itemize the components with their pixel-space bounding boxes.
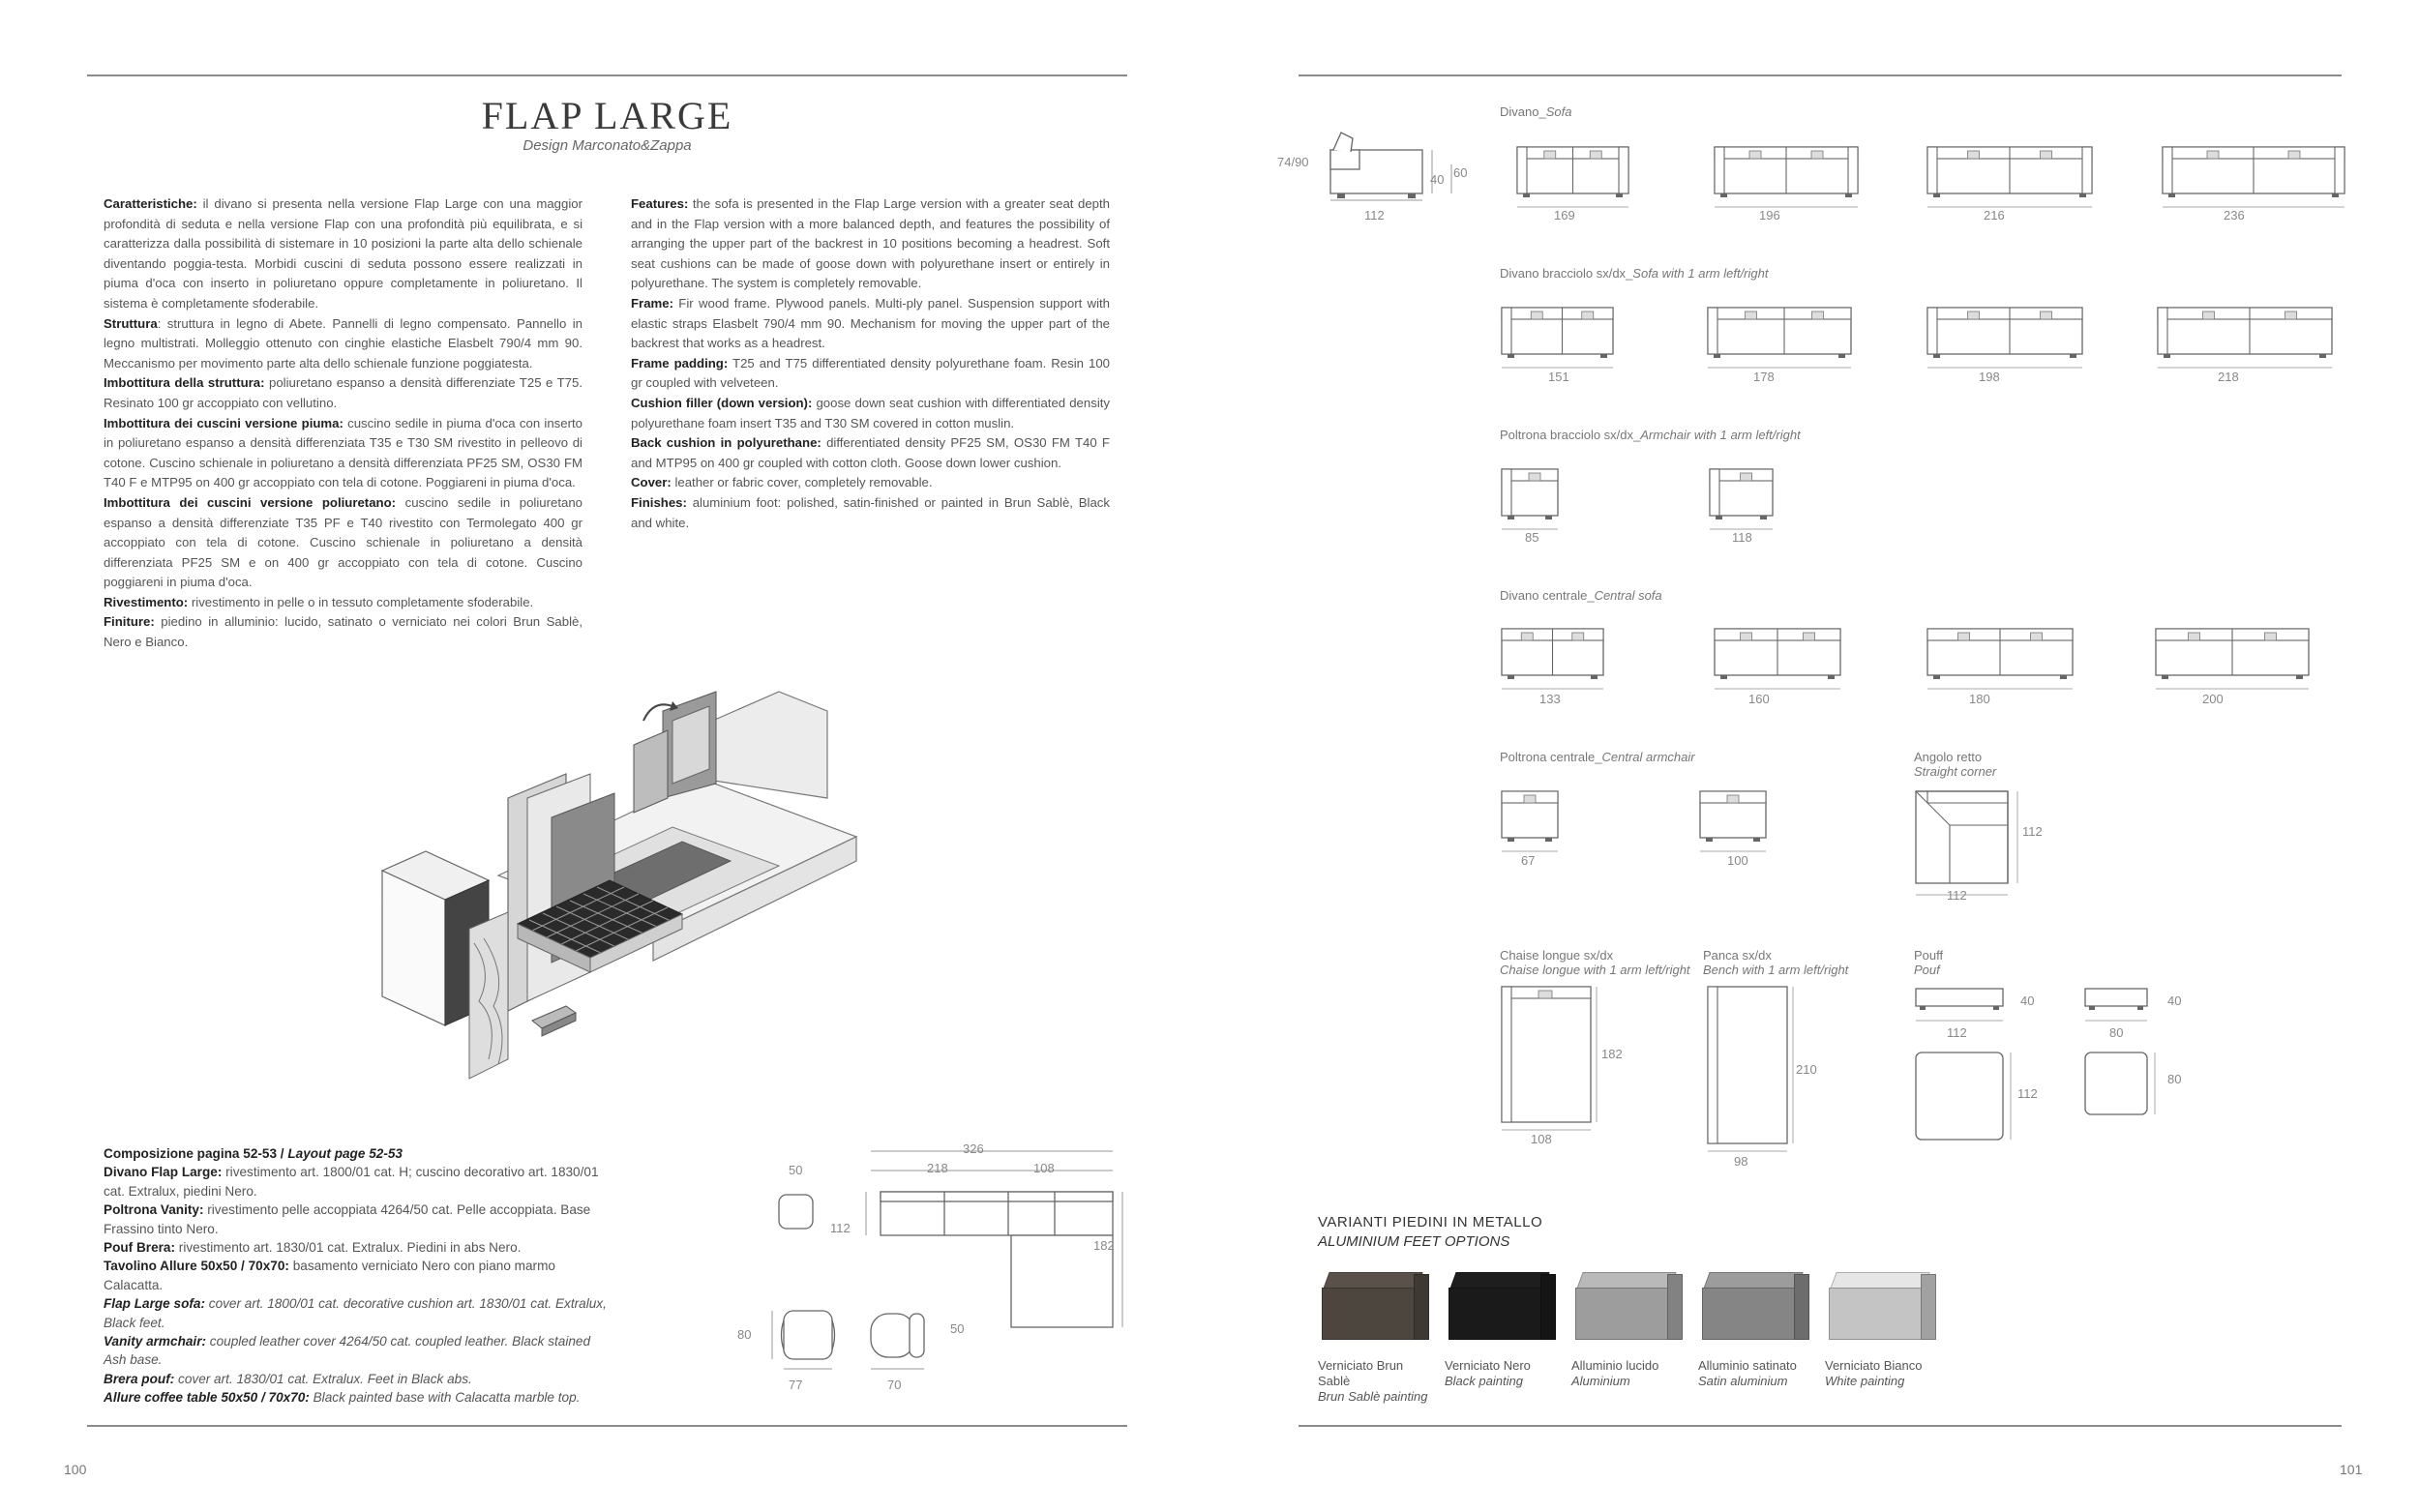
paragraph-heading: Divano Flap Large: bbox=[104, 1165, 223, 1180]
chaise-arm bbox=[1502, 987, 1511, 1122]
paragraph-text: T25 and T75 differentiated density polyurethane foam. Resin 100 gr coupled with velveteen. bbox=[631, 355, 1110, 391]
category-label-sofa: Divano_Sofa bbox=[1500, 104, 1572, 119]
foot-option-label: Alluminio lucido bbox=[1571, 1358, 1659, 1373]
foot-swatch bbox=[1571, 1262, 1687, 1345]
composition-heading: Composizione pagina 52-53 / Layout page 52-53 bbox=[104, 1146, 403, 1161]
bench-label: Panca sx/dx Bench with 1 arm left/right bbox=[1703, 948, 1849, 977]
paragraph-heading: Pouf Brera: bbox=[104, 1240, 176, 1256]
foot-option-label-en: Aluminium bbox=[1571, 1374, 1630, 1388]
page-number-left: 100 bbox=[64, 1462, 87, 1477]
width-label: 178 bbox=[1753, 370, 1775, 384]
paragraph-text: the sofa is presented in the Flap Large version with a greater seat depth and in the Flap version with a more balanced depth, and features the possibility of arranging the upper part of the backrest in 10 positions becoming a headrest. Soft seat cushions can be made of goose down with polyurethane insert or entirely in polyurethane. The system is completely removable. bbox=[631, 196, 1110, 291]
side-dim-arm: 60 bbox=[1453, 165, 1468, 180]
central-sofa-plan bbox=[1502, 629, 1603, 689]
width-label: 118 bbox=[1732, 530, 1752, 545]
bench-plan bbox=[1708, 987, 1787, 1143]
layout-dim-armchair-depth: 80 bbox=[737, 1327, 752, 1342]
category-label-central-sofa: Divano centrale_Central sofa bbox=[1500, 588, 1662, 603]
width-label: 67 bbox=[1521, 853, 1536, 868]
corner-dim-width: 112 bbox=[1947, 888, 1967, 903]
paragraph-heading: Vanity armchair: bbox=[104, 1334, 207, 1349]
feet-options-subtitle: ALUMINIUM FEET OPTIONS bbox=[1318, 1233, 1510, 1250]
foot-option bbox=[1571, 1262, 1692, 1389]
paragraph-heading: Frame padding: bbox=[631, 355, 729, 371]
pouf-foot bbox=[2137, 1006, 2143, 1010]
width-label: 200 bbox=[2202, 692, 2224, 706]
foot-option bbox=[1318, 1262, 1439, 1405]
layout-dim-b: 108 bbox=[1033, 1161, 1055, 1175]
paragraph-heading: Frame: bbox=[631, 295, 673, 311]
bench-arm bbox=[1708, 987, 1717, 1143]
foot-option-label: Verniciato Brun Sablè bbox=[1318, 1358, 1404, 1388]
paragraph-text: coupled leather cover 4264/50 cat. coupled leather. Black stained Ash base. bbox=[104, 1334, 591, 1368]
central-sofa-plan bbox=[2156, 629, 2309, 689]
central-sofa-plan bbox=[1927, 629, 2073, 689]
foot-option-label: Alluminio satinato bbox=[1698, 1358, 1797, 1373]
sofa-two-arms-plan bbox=[1927, 147, 2092, 207]
chaise-label: Chaise longue sx/dx Chaise longue with 1 arm left/right bbox=[1500, 948, 1690, 977]
foot-swatch bbox=[1698, 1262, 1814, 1345]
width-label: 218 bbox=[2218, 370, 2239, 384]
category-label-sofa-one-arm: Divano bracciolo sx/dx_Sofa with 1 arm left/right bbox=[1500, 266, 1769, 281]
paragraph-heading: Allure coffee table 50x50 / 70x70: bbox=[104, 1390, 310, 1406]
foot-option bbox=[1445, 1262, 1566, 1389]
pouf-small-top bbox=[2085, 1052, 2147, 1114]
paragraph-heading: Finiture: bbox=[104, 614, 155, 630]
layout-dim-total: 326 bbox=[963, 1141, 984, 1156]
feet-options-title: VARIANTI PIEDINI IN METALLO bbox=[1318, 1214, 1543, 1230]
width-label: 169 bbox=[1554, 208, 1575, 222]
foot-option-label: Verniciato Bianco bbox=[1825, 1358, 1923, 1373]
paragraph-text: piedino in alluminio: lucido, satinato o verniciato nei colori Brun Sablè, Nero e Bianco. bbox=[104, 614, 582, 650]
width-label: 160 bbox=[1748, 692, 1770, 706]
sofa-one-arm-plan bbox=[1927, 308, 2082, 368]
paragraph-heading: Cover: bbox=[631, 475, 672, 490]
central-armchair-plan bbox=[1502, 791, 1558, 851]
pouf-small-depth: 80 bbox=[2167, 1072, 2182, 1086]
foot-swatch bbox=[1825, 1262, 1941, 1345]
sofa-two-arms-plan bbox=[1715, 147, 1858, 207]
foot-swatch bbox=[1318, 1262, 1434, 1345]
paragraph-heading: Caratteristiche: bbox=[104, 196, 197, 211]
layout-dim-chaise: 182 bbox=[1093, 1238, 1115, 1253]
pouf-foot bbox=[1993, 1006, 1999, 1010]
corner-dim-depth: 112 bbox=[2022, 824, 2043, 839]
paragraph-text: poliuretano espanso a densità differenziate T25 e T75. Resinato 100 gr accoppiato con vellutino. bbox=[104, 375, 582, 410]
layout-dim-pouf-depth: 50 bbox=[950, 1321, 965, 1336]
pouf-large-height: 40 bbox=[2020, 993, 2035, 1008]
paragraph-heading: Flap Large sofa: bbox=[104, 1296, 205, 1312]
foot-option-label-en: Satin aluminium bbox=[1698, 1374, 1788, 1388]
armchair-one-arm-plan bbox=[1502, 469, 1558, 529]
side-dim-depth: 112 bbox=[1364, 208, 1385, 222]
sofa-two-arms-plan bbox=[2163, 147, 2344, 207]
width-label: 133 bbox=[1539, 692, 1561, 706]
width-label: 100 bbox=[1727, 853, 1748, 868]
paragraph-heading: Imbottitura dei cuscini versione poliuretano: bbox=[104, 494, 397, 510]
paragraph-text: goose down seat cushion with differentiated density polyurethane foam insert T35 and T30 SM covered in cotton muslin. bbox=[631, 395, 1111, 430]
layout-dim-armchair-width: 77 bbox=[789, 1378, 803, 1392]
central-armchair-plan bbox=[1700, 791, 1766, 851]
pouf-small-height: 40 bbox=[2167, 993, 2182, 1008]
chaise-dim-width: 108 bbox=[1531, 1132, 1552, 1146]
width-label: 180 bbox=[1969, 692, 1990, 706]
page-number-right: 101 bbox=[2340, 1462, 2363, 1477]
paragraph-text: aluminium foot: polished, satin-finished or painted in Brun Sablè, Black and white. bbox=[631, 494, 1110, 530]
sofa-one-arm-plan bbox=[1708, 308, 1851, 368]
chaise-dim-depth: 182 bbox=[1601, 1047, 1623, 1061]
pouf-large-side bbox=[1916, 989, 2003, 1006]
side-dim-seat: 40 bbox=[1430, 172, 1445, 187]
foot-option bbox=[1698, 1262, 1819, 1389]
paragraph-heading: Tavolino Allure 50x50 / 70x70: bbox=[104, 1259, 289, 1274]
sofa-one-arm-plan bbox=[1502, 308, 1613, 368]
layout-dim-pouf-width: 70 bbox=[887, 1378, 902, 1392]
corner-label: Angolo retto Straight corner bbox=[1914, 750, 1997, 779]
bench-dim-depth: 210 bbox=[1796, 1062, 1817, 1077]
category-label-armchair-one-arm: Poltrona bracciolo sx/dx_Armchair with 1 arm left/right bbox=[1500, 428, 1801, 442]
pouf-large-depth: 112 bbox=[2017, 1086, 2038, 1101]
paragraph-heading: Finishes: bbox=[631, 494, 687, 510]
width-label: 236 bbox=[2224, 208, 2245, 222]
paragraph-text: Black painted base with Calacatta marble top. bbox=[309, 1390, 581, 1406]
layout-dim-a: 218 bbox=[927, 1161, 948, 1175]
pouf-large-width: 112 bbox=[1947, 1025, 1967, 1040]
paragraph-heading: Imbottitura dei cuscini versione piuma: bbox=[104, 415, 343, 430]
paragraph-heading: Struttura bbox=[104, 315, 158, 331]
paragraph-heading: Back cushion in polyurethane: bbox=[631, 435, 821, 451]
paragraph-heading: Features: bbox=[631, 196, 689, 211]
chaise-plan bbox=[1502, 987, 1591, 1122]
width-label: 198 bbox=[1979, 370, 2000, 384]
paragraph-text: rivestimento art. 1800/01 cat. H; cuscino decorativo art. 1830/01 cat. Extralux, piedini Nero. bbox=[104, 1165, 599, 1199]
side-dim-height: 74/90 bbox=[1277, 155, 1309, 169]
pouf-label: Pouff Pouf bbox=[1914, 948, 1944, 977]
paragraph-text: differentiated density PF25 SM, OS30 FM T40 F and MTP95 on 400 gr coupled with cotton cloth. Goose down lower cushion. bbox=[631, 435, 1110, 470]
foot-option-label-en: White painting bbox=[1825, 1374, 1905, 1388]
pouf-foot bbox=[2089, 1006, 2095, 1010]
paragraph-text: cuscino sedile in poliuretano espanso a densità differenziate T35 PF e T40 rivestito con Termolegato 400 gr accoppiato con tela di cotone. Cuscino schienale in poliuretano a densità differenziata PF25 SM e on 400 gr accoppiato con tela di cotone. Cuscino poggiareni in piuma d'oca. bbox=[104, 494, 582, 590]
paragraph-text: : struttura in legno di Abete. Pannelli di legno compensato. Pannello in legno multistrati. Molleggio ottenuto con cinghie elastiche Elasbelt 790/4 mm 90. Meccanismo per movimento parte alta dello schienale funzione poggiatesta. bbox=[104, 315, 582, 371]
paragraph-text: cover art. 1800/01 cat. decorative cushion art. 1830/01 cat. Extralux, Black feet. bbox=[104, 1296, 607, 1330]
paragraph-text: cuscino sedile in piuma d'oca con inserto in poliuretano espanso a densità differenziata T35 e T30 SM rivestito in pelleovo di cotone. Cuscino schienale in poliuretano a densità differenziata PF25 SM, OS30 FM T40 F e MTP95 on 400 gr accoppiato con tela di cotone. Poggiareni in piuma d'oca. bbox=[104, 415, 582, 490]
paragraph-text: leather or fabric cover, completely removable. bbox=[671, 475, 933, 490]
width-label: 85 bbox=[1525, 530, 1539, 545]
paragraph-heading: Rivestimento: bbox=[104, 594, 189, 609]
central-sofa-plan bbox=[1715, 629, 1840, 689]
foot-swatch bbox=[1445, 1262, 1561, 1345]
paragraph-heading: Poltrona Vanity: bbox=[104, 1202, 204, 1218]
category-label-central-armchair: Poltrona centrale_Central armchair bbox=[1500, 750, 1695, 764]
sofa-two-arms-plan bbox=[1517, 147, 1628, 207]
paragraph-text: rivestimento pelle accoppiata 4264/50 cat. Pelle accoppiata. Base Frassino tinto Nero. bbox=[104, 1202, 591, 1236]
paragraph-text: il divano si presenta nella versione Flap Large con una maggior profondità di seduta e nella versione Flap con una profondità più equilibrata, e si caratterizza dalla possibilità di sistemare in 10 posizioni la parte alta dello schienale diventando poggia-testa. Morbidi cuscini di seduta possono essere realizzati in piuma d'oca con inserto in poliuretano oppure completamente in poliuretano. Il sistema è completamente sfoderabile. bbox=[104, 196, 582, 311]
layout-dim-table: 50 bbox=[789, 1163, 803, 1177]
pouf-small-width: 80 bbox=[2109, 1025, 2124, 1040]
armchair-one-arm-plan bbox=[1710, 469, 1773, 529]
foot-option bbox=[1825, 1262, 1946, 1389]
paragraph-heading: Imbottitura della struttura: bbox=[104, 375, 265, 391]
paragraph-text: rivestimento in pelle o in tessuto completamente sfoderabile. bbox=[188, 594, 534, 609]
width-label: 216 bbox=[1984, 208, 2005, 222]
paragraph-heading: Brera pouf: bbox=[104, 1371, 175, 1386]
feet-options-row bbox=[1318, 1262, 1947, 1404]
sofa-one-arm-plan bbox=[2158, 308, 2332, 368]
pouf-foot bbox=[1920, 1006, 1926, 1010]
page-subtitle: Design Marconato&Zappa bbox=[523, 137, 692, 154]
pouf-large-top bbox=[1916, 1052, 2003, 1140]
paragraph-text: basamento verniciato Nero con piano marmo Calacatta. bbox=[104, 1259, 555, 1292]
foot-option-label: Verniciato Nero bbox=[1445, 1358, 1531, 1373]
layout-dim-depth: 112 bbox=[830, 1221, 851, 1235]
paragraph-text: rivestimento art. 1830/01 cat. Extralux. Piedini in abs Nero. bbox=[175, 1240, 522, 1256]
paragraph-text: Fir wood frame. Plywood panels. Multi-ply panel. Suspension support with elastic straps Elasbelt 790/4 mm 90. Mechanism for moving the upper part of the backrest that works as a headrest. bbox=[631, 295, 1110, 351]
paragraph-text: cover art. 1830/01 cat. Extralux. Feet in Black abs. bbox=[174, 1371, 472, 1386]
foot-option-label-en: Black painting bbox=[1445, 1374, 1523, 1388]
width-label: 196 bbox=[1759, 208, 1780, 222]
pouf-small-side bbox=[2085, 989, 2147, 1006]
paragraph-heading: Cushion filler (down version): bbox=[631, 395, 813, 410]
bench-dim-width: 98 bbox=[1734, 1154, 1748, 1169]
chaise-cushion bbox=[1538, 991, 1552, 998]
foot-option-label-en: Brun Sablè painting bbox=[1318, 1389, 1428, 1404]
width-label: 151 bbox=[1548, 370, 1569, 384]
page-title: FLAP LARGE bbox=[481, 94, 733, 137]
